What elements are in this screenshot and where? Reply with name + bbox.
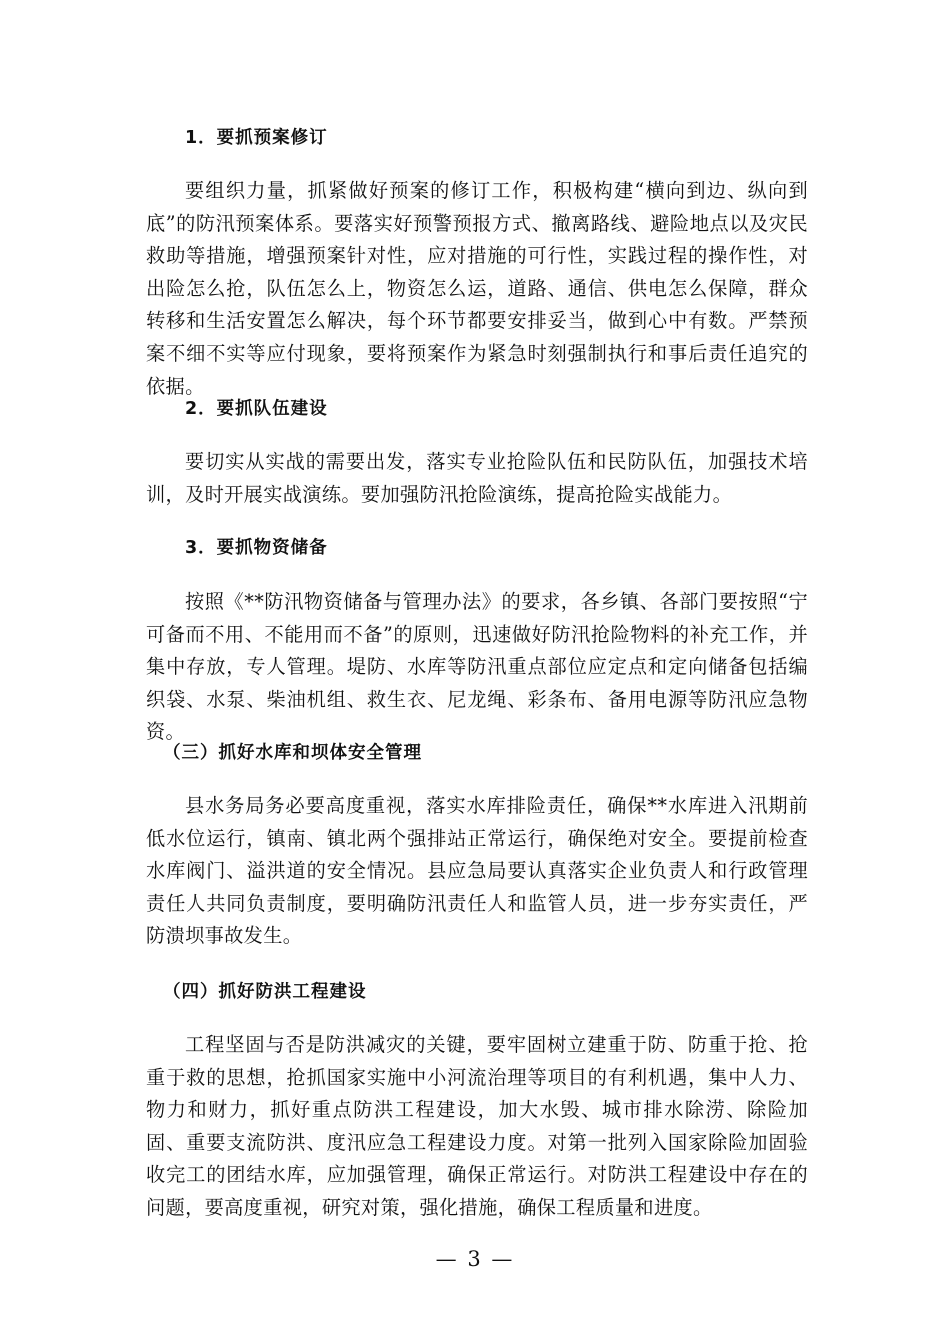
page-number: — 3 — <box>435 1247 515 1271</box>
section-body-3: 按照《**防汛物资储备与管理办法》的要求，各乡镇、各部门要按照“宁可备而不用、不能用而不备”的原则，迅速做好防汛抢险物料的补充工作，并集中存放，专人管理。堤防、水库等防汛重点部位应定点和定向储备包括编织袋、水泵、柴油机组、救生衣、尼龙绳、彩条布、备用电源等防汛应急物资。 <box>146 590 808 744</box>
section-body-4: 县水务局务必要高度重视，落实水库排险责任，确保**水库进入汛期前低水位运行，镇南、镇北两个强排站正常运行，确保绝对安全。要提前检查水库阀门、溢洪道的安全情况。县应急局要认真落实企业负责人和行政管理责任人共同负责制度，要明确防汛责任人和监管人员，进一步夯实责任，严防溃坝事故发生。 <box>146 794 808 948</box>
section-body-5: 工程坚固与否是防洪减灾的关键，要牢固树立建重于防、防重于抢、抢重于救的思想，抢抓国家实施中小河流治理等项目的有利机遇，集中人力、物力和财力，抓好重点防洪工程建设，加大水毁、城市排水除涝、除险加固、重要支流防洪、度汛应急工程建设力度。对第一批列入国家除险加固验收完工的团结水库，应加强管理，确保正常运行。对防洪工程建设中存在的问题，要高度重视，研究对策，强化措施，确保工程质量和进度。 <box>146 1033 808 1219</box>
section-heading-1: 1．要抓预案修订 <box>185 128 328 148</box>
section-heading-5: （四）抓好防洪工程建设 <box>163 982 367 1002</box>
section-heading-3: 3．要抓物资储备 <box>185 538 328 558</box>
section-body-2: 要切实从实战的需要出发，落实专业抢险队伍和民防队伍，加强技术培训，及时开展实战演练。要加强防汛抢险演练，提高抢险实战能力。 <box>146 450 808 506</box>
section-heading-4: （三）抓好水库和坝体安全管理 <box>163 743 422 763</box>
section-body-1: 要组织力量，抓紧做好预案的修订工作，积极构建“横向到边、纵向到底”的防汛预案体系。要落实好预警预报方式、撤离路线、避险地点以及灾民救助等措施，增强预案针对性，应对措施的可行性，实践过程的操作性，对出险怎么抢，队伍怎么上，物资怎么运，道路、通信、供电怎么保障，群众转移和生活安置怎么解决，每个环节都要安排妥当，做到心中有数。严禁预案不细不实等应付现象，要将预案作为紧急时刻强制执行和事后责任追究的依据。 <box>146 179 808 398</box>
section-heading-2: 2．要抓队伍建设 <box>185 399 328 419</box>
